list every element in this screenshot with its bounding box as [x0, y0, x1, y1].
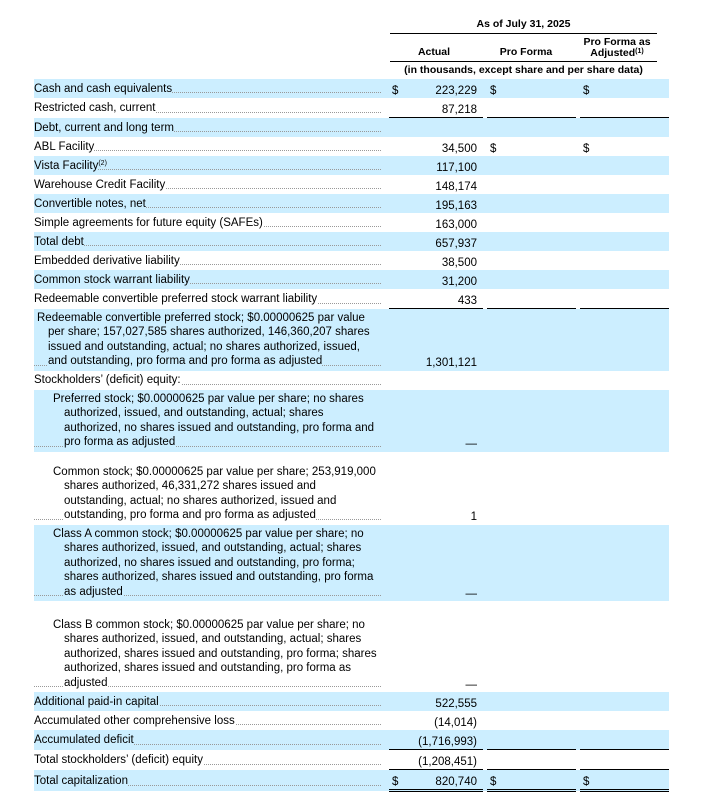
value-pro-forma: [506, 137, 576, 156]
currency-pro-forma: [487, 232, 506, 251]
value-actual: —: [465, 678, 477, 691]
row-label-cell: [34, 98, 385, 118]
currency-actual: [389, 137, 408, 156]
row-label-cell: [34, 750, 385, 770]
currency-actual: [389, 390, 408, 452]
value-actual: 117,100: [408, 156, 483, 175]
currency-pro-forma: [487, 98, 506, 118]
value-actual: 195,163: [408, 194, 483, 213]
footnote-marker: (1): [635, 48, 644, 55]
row-label-cell: [34, 525, 385, 602]
table-row: [34, 692, 669, 711]
currency-pro-forma: $: [490, 142, 497, 155]
currency-pro-forma-as-adjusted: [580, 175, 599, 194]
currency-actual: $: [389, 770, 408, 791]
currency-pro-forma: [487, 390, 506, 452]
row-label: Vista Facility: [34, 159, 99, 172]
currency-actual: [389, 601, 408, 692]
value-actual: 163,000: [435, 218, 477, 231]
value-actual: 1,301,121: [408, 309, 483, 371]
row-label-cell: [34, 251, 385, 270]
currency-pro-forma-as-adjusted: [580, 452, 599, 525]
value-pro-forma: [506, 289, 576, 309]
value-pro-forma-as-adjusted: [599, 390, 669, 452]
currency-pro-forma-as-adjusted: [580, 750, 599, 770]
table-row: [34, 730, 669, 750]
currency-pro-forma: [487, 270, 506, 289]
value-actual: (1,716,993): [408, 730, 483, 750]
table-row: [34, 213, 669, 232]
units-note: (in thousands, except share and per share data): [404, 64, 643, 76]
value-pro-forma: [506, 390, 576, 452]
currency-pro-forma: [487, 711, 506, 730]
row-label: ABL Facility: [34, 140, 95, 153]
value-pro-forma: [506, 371, 576, 390]
currency-actual: [389, 711, 408, 730]
row-label: Accumulated deficit: [34, 734, 134, 746]
row-label-cell: [34, 692, 385, 711]
value-actual: 433: [408, 289, 483, 309]
currency-actual: [389, 270, 408, 289]
column-header-line1: Pro Forma as: [583, 36, 651, 48]
table-row: [34, 156, 669, 175]
table-row: [34, 770, 669, 791]
value-actual: 87,218: [408, 98, 483, 118]
row-label: Cash and cash equivalents: [34, 82, 173, 95]
table-row: [34, 452, 669, 525]
value-actual: 820,740: [408, 770, 483, 791]
column-header-actual: Actual: [417, 46, 451, 58]
value-pro-forma: [506, 232, 576, 251]
row-label: Warehouse Credit Facility: [34, 178, 166, 191]
value-pro-forma: [506, 156, 576, 175]
row-label: Stockholders’ (deficit) equity:: [34, 374, 181, 386]
value-pro-forma-as-adjusted: [599, 98, 669, 118]
row-label: Redeemable convertible preferred stock warrant liability: [34, 293, 318, 305]
row-label-cell: [34, 270, 385, 289]
value-pro-forma-as-adjusted: [599, 525, 669, 602]
value-actual: —: [408, 525, 483, 602]
row-label: Common stock warrant liability: [34, 273, 190, 286]
currency-actual: [389, 118, 408, 138]
row-label: Additional paid-in capital: [34, 695, 159, 708]
row-label: Total debt: [34, 235, 84, 248]
value-pro-forma: [506, 118, 576, 138]
table-row: [34, 750, 669, 770]
currency-pro-forma-as-adjusted: [580, 213, 599, 232]
currency-pro-forma-as-adjusted: [580, 232, 599, 251]
value-actual: —: [408, 390, 483, 452]
value-pro-forma: [506, 175, 576, 194]
table-row: [34, 194, 669, 213]
value-pro-forma-as-adjusted: [599, 137, 669, 156]
table-row: [34, 270, 669, 289]
column-header-pro-forma: Pro Forma: [499, 46, 553, 58]
row-label: Total stockholders’ (deficit) equity: [34, 754, 203, 766]
value-pro-forma: [506, 213, 576, 232]
row-label: Accumulated other comprehensive loss: [34, 714, 235, 727]
value-pro-forma-as-adjusted: [599, 601, 669, 692]
currency-actual: [389, 750, 408, 770]
value-actual: (14,014): [434, 716, 477, 729]
currency-pro-forma: [487, 730, 506, 750]
value-pro-forma: [506, 452, 576, 525]
row-label: Restricted cash, current: [34, 102, 156, 114]
value-pro-forma-as-adjusted: [599, 289, 669, 309]
currency-actual: [389, 232, 408, 251]
currency-pro-forma: [487, 309, 506, 371]
table-row: [34, 98, 669, 118]
row-label: Preferred stock; $0.00000625 par value per share; no shares authorized, issued, and outstanding, actual; shares authorized, no shares issued and outstanding, pro forma and pro forma as adjusted: [53, 392, 375, 448]
row-label-cell: [34, 309, 385, 371]
row-label: Embedded derivative liability: [34, 254, 180, 267]
currency-actual: [389, 371, 408, 390]
currency-actual: [389, 309, 408, 371]
row-label-cell: [34, 137, 385, 156]
column-header-pro-forma-as-adjusted: [574, 37, 660, 59]
table-row: [34, 251, 669, 270]
table-row: [34, 118, 669, 138]
currency-pro-forma: [487, 251, 506, 270]
row-label-cell: [34, 711, 385, 730]
row-label-cell: [34, 371, 385, 390]
value-pro-forma: [506, 525, 576, 602]
currency-actual: [389, 525, 408, 602]
currency-pro-forma: $: [487, 79, 506, 98]
currency-pro-forma: [487, 692, 506, 711]
table-row: [34, 137, 669, 156]
table-row: [34, 601, 669, 692]
currency-pro-forma: [487, 525, 506, 602]
value-pro-forma-as-adjusted: [599, 711, 669, 730]
currency-pro-forma-as-adjusted: [580, 270, 599, 289]
row-label-cell: [34, 601, 385, 692]
value-pro-forma: [506, 750, 576, 770]
row-label: Redeemable convertible preferred stock; $0.00000625 par value per share; 157,027,585 shares authorized, 146,360,207 shares issued and outstanding, actual; no shares authorized, issued, and outstanding, pro forma and pro forma as adjusted: [37, 311, 370, 367]
value-pro-forma-as-adjusted: [599, 270, 669, 289]
currency-pro-forma: [487, 213, 506, 232]
value-pro-forma: [506, 79, 576, 98]
header-rule: [390, 33, 657, 34]
currency-pro-forma-as-adjusted: [580, 98, 599, 118]
value-actual: 657,937: [408, 232, 483, 251]
row-label: Common stock; $0.00000625 par value per share; 253,919,000 shares authorized, 46,331,272 shares issued and outstanding, actual; no shares authorized, issued and outstanding, pro forma and pro forma as adjusted: [53, 465, 376, 521]
value-pro-forma-as-adjusted: [599, 118, 669, 138]
currency-pro-forma-as-adjusted: [580, 289, 599, 309]
value-pro-forma-as-adjusted: [599, 213, 669, 232]
currency-actual: [389, 730, 408, 750]
currency-pro-forma-as-adjusted: [580, 730, 599, 750]
value-pro-forma: [506, 251, 576, 270]
row-label-cell: [34, 156, 385, 175]
currency-actual: [389, 289, 408, 309]
capitalization-table: [34, 79, 669, 792]
currency-pro-forma: [487, 289, 506, 309]
table-row: [34, 390, 669, 452]
value-pro-forma-as-adjusted: [599, 194, 669, 213]
value-pro-forma-as-adjusted: [599, 156, 669, 175]
value-pro-forma-as-adjusted: [599, 371, 669, 390]
row-label: Simple agreements for future equity (SAFEs): [34, 216, 263, 229]
currency-pro-forma-as-adjusted: $: [583, 142, 590, 155]
period-header: As of July 31, 2025: [476, 18, 571, 30]
currency-pro-forma: [487, 175, 506, 194]
currency-pro-forma-as-adjusted: [580, 156, 599, 175]
currency-pro-forma: $: [487, 770, 506, 791]
value-pro-forma: [506, 692, 576, 711]
row-label: Debt, current and long term: [34, 121, 174, 134]
value-actual: (1,208,451): [408, 750, 483, 770]
currency-pro-forma-as-adjusted: [580, 118, 599, 138]
currency-pro-forma-as-adjusted: [580, 692, 599, 711]
value-actual: 148,174: [435, 180, 477, 193]
value-pro-forma: [506, 309, 576, 371]
currency-pro-forma: [487, 601, 506, 692]
column-header-line2: Adjusted$^{(1)}$: [590, 47, 644, 59]
currency-pro-forma-as-adjusted: [580, 525, 599, 602]
row-label-cell: [34, 118, 385, 138]
currency-pro-forma: [487, 750, 506, 770]
value-pro-forma: [506, 601, 576, 692]
row-label: Convertible notes, net: [34, 197, 146, 210]
value-pro-forma-as-adjusted: [599, 692, 669, 711]
value-pro-forma: [506, 730, 576, 750]
value-pro-forma-as-adjusted: [599, 232, 669, 251]
row-label-cell: [34, 79, 385, 98]
value-pro-forma-as-adjusted: [599, 309, 669, 371]
row-label-cell: [34, 232, 385, 251]
table-row: [34, 309, 669, 371]
currency-actual: [389, 156, 408, 175]
row-label-cell: [34, 770, 385, 791]
value-pro-forma: [506, 711, 576, 730]
value-actual: 31,200: [408, 270, 483, 289]
table-row: [34, 232, 669, 251]
currency-actual: $: [389, 79, 408, 98]
currency-pro-forma: [487, 452, 506, 525]
value-pro-forma: [506, 98, 576, 118]
value-pro-forma: [506, 770, 576, 791]
table-row: [34, 371, 669, 390]
value-actual: 522,555: [408, 692, 483, 711]
currency-pro-forma: [487, 118, 506, 138]
row-label: Total capitalization: [34, 775, 128, 787]
table-row: [34, 79, 669, 98]
row-label-cell: [34, 194, 385, 213]
currency-pro-forma-as-adjusted: [580, 711, 599, 730]
row-label: Class A common stock; $0.00000625 par value per share; no shares authorized, issued, and outstanding, actual; shares authorized, no shares issued and outstanding, pro forma; shares authorized, shares issued and outstanding, pro forma as adjusted: [53, 527, 374, 598]
row-label-cell: [34, 390, 385, 452]
currency-actual: [389, 452, 408, 525]
currency-pro-forma-as-adjusted: [580, 601, 599, 692]
value-pro-forma-as-adjusted: [599, 79, 669, 98]
currency-actual: [389, 175, 408, 194]
table-row: [34, 711, 669, 730]
row-label-cell: [34, 730, 385, 750]
currency-pro-forma-as-adjusted: [580, 309, 599, 371]
value-actual: [408, 371, 483, 390]
row-label-cell: [34, 175, 385, 194]
value-pro-forma-as-adjusted: [599, 730, 669, 750]
row-label-cell: [34, 289, 385, 309]
currency-pro-forma: [487, 371, 506, 390]
value-actual: [408, 118, 483, 138]
currency-pro-forma-as-adjusted: [580, 390, 599, 452]
currency-pro-forma-as-adjusted: [580, 251, 599, 270]
value-pro-forma-as-adjusted: [599, 770, 669, 791]
currency-actual: [389, 213, 408, 232]
value-pro-forma-as-adjusted: [599, 452, 669, 525]
currency-pro-forma-as-adjusted: $: [580, 79, 599, 98]
column-header-rule: [390, 61, 657, 62]
currency-actual: [389, 251, 408, 270]
currency-pro-forma-as-adjusted: [580, 371, 599, 390]
currency-actual: [389, 692, 408, 711]
value-pro-forma: [506, 194, 576, 213]
currency-pro-forma: [487, 194, 506, 213]
value-pro-forma-as-adjusted: [599, 750, 669, 770]
table-row: [34, 175, 669, 194]
value-pro-forma-as-adjusted: [599, 175, 669, 194]
currency-pro-forma: [487, 156, 506, 175]
currency-pro-forma-as-adjusted: $: [580, 770, 599, 791]
table-row: [34, 525, 669, 602]
value-pro-forma-as-adjusted: [599, 251, 669, 270]
row-label-cell: [34, 452, 385, 525]
row-label: Class B common stock; $0.00000625 par value per share; no shares authorized, issued, and outstanding, actual; shares authorized, shares issued and outstanding, pro forma; shares authorized, shares issued and outstanding, pro forma as adjusted: [53, 618, 377, 689]
value-actual: 223,229: [408, 79, 483, 98]
value-actual: 38,500: [441, 256, 477, 269]
value-actual: 34,500: [441, 142, 477, 155]
table-row: [34, 289, 669, 309]
footnote-marker: (2): [98, 159, 107, 167]
value-actual: 1: [470, 511, 477, 523]
currency-actual: [389, 98, 408, 118]
value-pro-forma: [506, 270, 576, 289]
currency-actual: [389, 194, 408, 213]
currency-pro-forma-as-adjusted: [580, 194, 599, 213]
row-label-cell: [34, 213, 385, 232]
